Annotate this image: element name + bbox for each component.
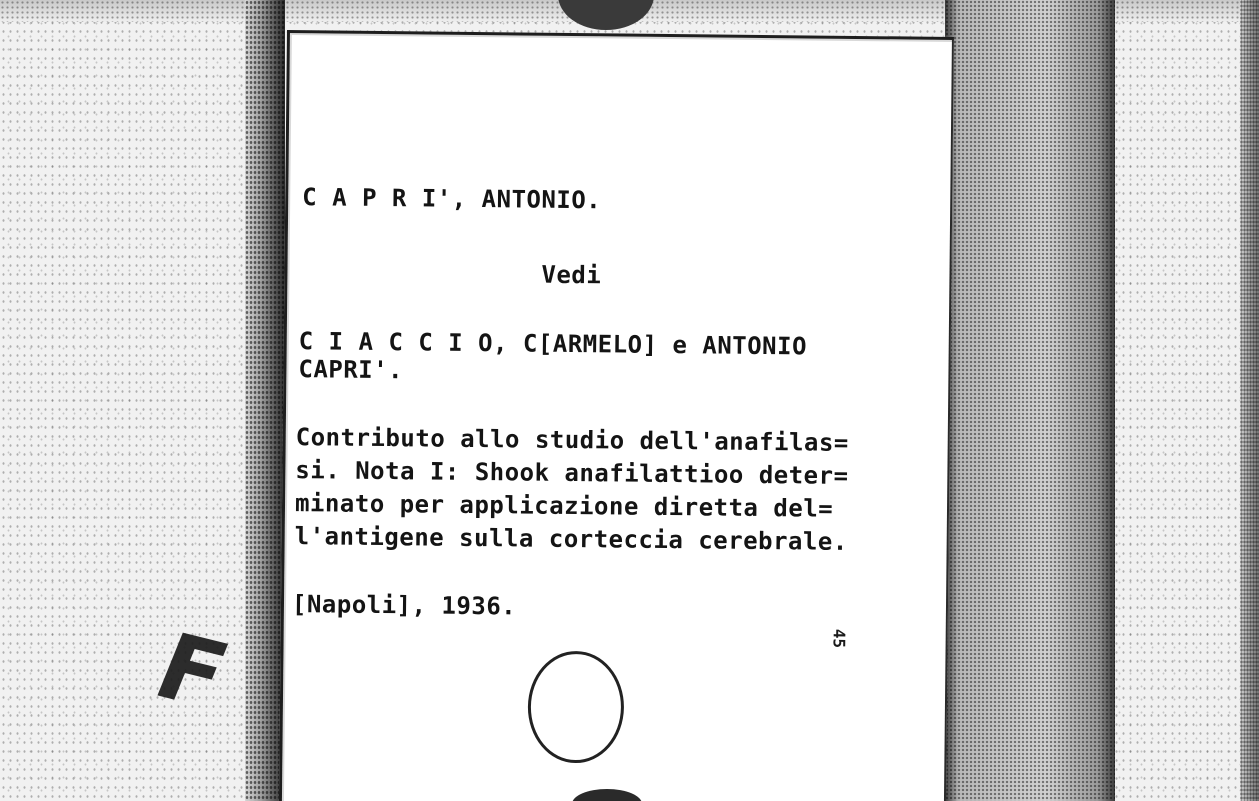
index-card [279, 30, 954, 801]
far-right-frame-edge [1240, 0, 1259, 801]
stamp-letter: F [140, 613, 243, 730]
right-frame-strip [945, 0, 1115, 801]
title-line-1: Contributo allo studio dell'anafilas= [295, 423, 849, 457]
reference-line-2: CAPRI'. [298, 355, 404, 385]
imprint-line: [Napoli], 1936. [291, 590, 517, 621]
entry-heading: C A P R I', ANTONIO. [302, 183, 602, 215]
title-line-2: si. Nota I: Shook anafilattioo deter= [295, 456, 849, 490]
punch-hole [527, 651, 624, 764]
reference-line-1: C I A C C I O, C[ARMELO] e ANTONIO [298, 327, 808, 361]
title-line-3: minato per applicazione diretta del= [294, 489, 834, 523]
top-clip [558, 0, 654, 30]
margin-number: 45 [829, 628, 849, 649]
see-reference-label: Vedi [541, 260, 602, 290]
left-frame-edge [245, 0, 285, 801]
title-line-4: l'antigene sulla corteccia cerebrale. [294, 522, 848, 556]
